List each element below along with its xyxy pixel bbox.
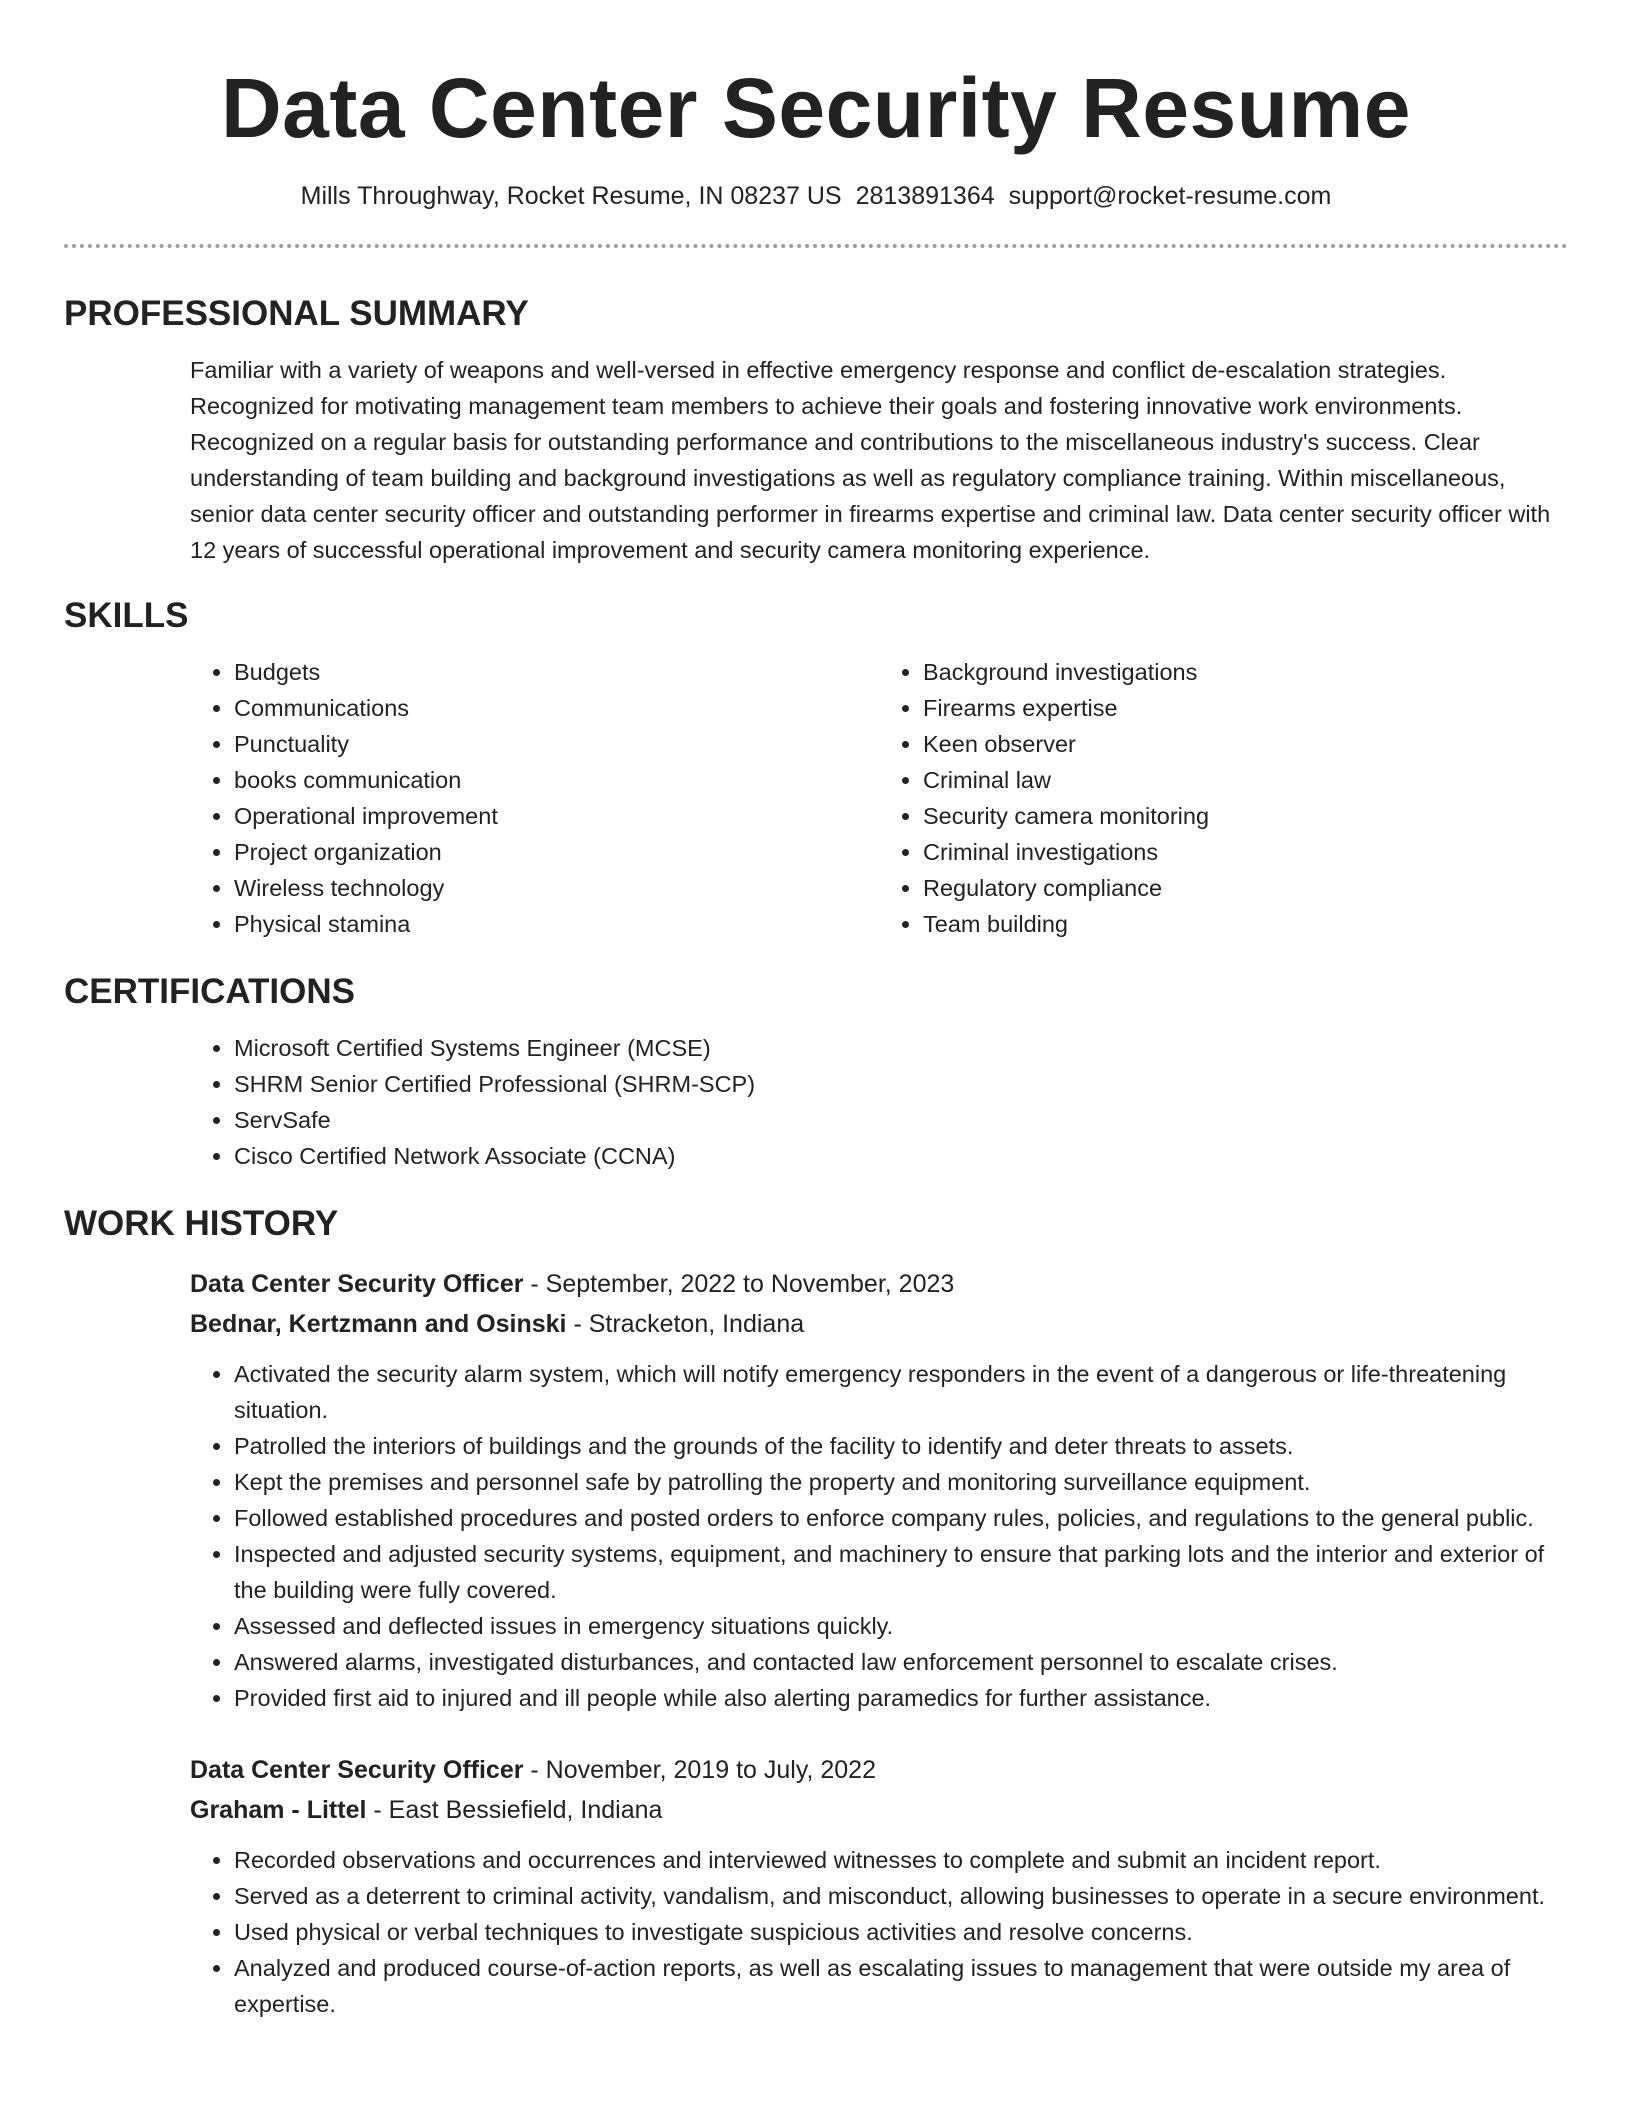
certifications-heading: CERTIFICATIONS bbox=[64, 972, 356, 1011]
summary-text: Familiar with a variety of weapons and well-versed in effective emergency response and conflict de-escalation strategies. Recognized for motivating management team members to achieve their goals and fostering innovative work environments. Recognized on a regular basis for outstanding performance and contributions to the miscellaneous industry's success. Clear understanding of team building and background investigations as well as regulatory compliance training. Within miscellaneous, senior data center security officer and outstanding performer in firearms expertise and criminal law. Data center security officer with 12 years of successful operational improvement and security camera monitoring experience. bbox=[190, 357, 1551, 563]
skill-item: • Keen observer bbox=[923, 726, 1568, 762]
contact-phone: 2813891364 bbox=[855, 182, 995, 210]
job-company: Bednar, Kertzmann and Osinski bbox=[190, 1310, 567, 1338]
certification-item: • Cisco Certified Network Associate (CCNA) bbox=[234, 1138, 1568, 1174]
skill-item: • Physical stamina bbox=[234, 906, 879, 942]
skill-item: • Criminal law bbox=[923, 762, 1568, 798]
job-bullet: • Served as a deterrent to criminal activity, vandalism, and misconduct, allowing businesses to operate in a secure environment. bbox=[234, 1878, 1568, 1914]
skill-item: • books communication bbox=[234, 762, 879, 798]
contact-line bbox=[64, 178, 1568, 214]
job-bullet: • Assessed and deflected issues in emergency situations quickly. bbox=[234, 1608, 1568, 1644]
job-bullet: • Analyzed and produced course-of-action reports, as well as escalating issues to management that were outside my area of expertise. bbox=[234, 1950, 1568, 2022]
skill-item: • Background investigations bbox=[923, 654, 1568, 690]
job-bullet: • Followed established procedures and posted orders to enforce company rules, policies, and regulations to the general public. bbox=[234, 1500, 1568, 1536]
skills-heading: SKILLS bbox=[64, 596, 189, 635]
job-entry bbox=[190, 1750, 1568, 2022]
job-position: Data Center Security Officer bbox=[190, 1756, 524, 1784]
job-company-line bbox=[190, 1304, 1568, 1344]
certification-item: • ServSafe bbox=[234, 1102, 1568, 1138]
skill-item: • Wireless technology bbox=[234, 870, 879, 906]
certification-item: • SHRM Senior Certified Professional (SHRM-SCP) bbox=[234, 1066, 1568, 1102]
job-location: - East Bessiefield, Indiana bbox=[366, 1796, 663, 1824]
skill-item: • Firearms expertise bbox=[923, 690, 1568, 726]
skill-item: • Communications bbox=[234, 690, 879, 726]
certification-item: • Microsoft Certified Systems Engineer (MCSE) bbox=[234, 1030, 1568, 1066]
skill-item: • Budgets bbox=[234, 654, 879, 690]
contact-address: Mills Throughway, Rocket Resume, IN 08237 US bbox=[300, 182, 842, 210]
contact-email[interactable]: support@rocket-resume.com bbox=[1008, 182, 1332, 210]
job-bullet: • Recorded observations and occurrences and interviewed witnesses to complete and submit an incident report. bbox=[234, 1842, 1568, 1878]
job-bullets bbox=[190, 1356, 1568, 1716]
job-dates: - November, 2019 to July, 2022 bbox=[523, 1756, 876, 1784]
skill-item: • Project organization bbox=[234, 834, 879, 870]
job-entry bbox=[190, 1264, 1568, 1716]
job-position-line bbox=[190, 1264, 1568, 1304]
skill-item: • Regulatory compliance bbox=[923, 870, 1568, 906]
job-dates: - September, 2022 to November, 2023 bbox=[523, 1270, 955, 1298]
job-position-line bbox=[190, 1750, 1568, 1790]
resume-page bbox=[64, 0, 1568, 2022]
skill-item: • Security camera monitoring bbox=[923, 798, 1568, 834]
skill-item: • Punctuality bbox=[234, 726, 879, 762]
job-position: Data Center Security Officer bbox=[190, 1270, 524, 1298]
skill-item: • Team building bbox=[923, 906, 1568, 942]
header-divider bbox=[64, 244, 1568, 248]
job-bullet: • Provided first aid to injured and ill people while also alerting paramedics for further assistance. bbox=[234, 1680, 1568, 1716]
job-bullet: • Patrolled the interiors of buildings and the grounds of the facility to identify and deter threats to assets. bbox=[234, 1428, 1568, 1464]
job-bullet: • Answered alarms, investigated disturbances, and contacted law enforcement personnel to escalate crises. bbox=[234, 1644, 1568, 1680]
certifications-list bbox=[190, 1030, 1568, 1174]
skill-item: • Criminal investigations bbox=[923, 834, 1568, 870]
job-company: Graham - Littel bbox=[190, 1796, 367, 1824]
job-bullet: • Used physical or verbal techniques to investigate suspicious activities and resolve concerns. bbox=[234, 1914, 1568, 1950]
work-history-heading: WORK HISTORY bbox=[64, 1204, 339, 1243]
skills-list-left bbox=[190, 654, 879, 942]
resume-title: Data Center Security Resume bbox=[221, 61, 1411, 155]
summary-heading: PROFESSIONAL SUMMARY bbox=[64, 294, 529, 333]
job-bullet: • Kept the premises and personnel safe by patrolling the property and monitoring surveillance equipment. bbox=[234, 1464, 1568, 1500]
job-bullet: • Activated the security alarm system, which will notify emergency responders in the event of a dangerous or life-threatening situation. bbox=[234, 1356, 1568, 1428]
job-location: - Stracketon, Indiana bbox=[566, 1310, 805, 1338]
skills-list-right bbox=[879, 654, 1568, 942]
job-bullet: • Inspected and adjusted security systems, equipment, and machinery to ensure that parking lots and the interior and exterior of the building were fully covered. bbox=[234, 1536, 1568, 1608]
skill-item: • Operational improvement bbox=[234, 798, 879, 834]
job-bullets bbox=[190, 1842, 1568, 2022]
job-company-line bbox=[190, 1790, 1568, 1830]
skills-columns bbox=[190, 654, 1568, 942]
